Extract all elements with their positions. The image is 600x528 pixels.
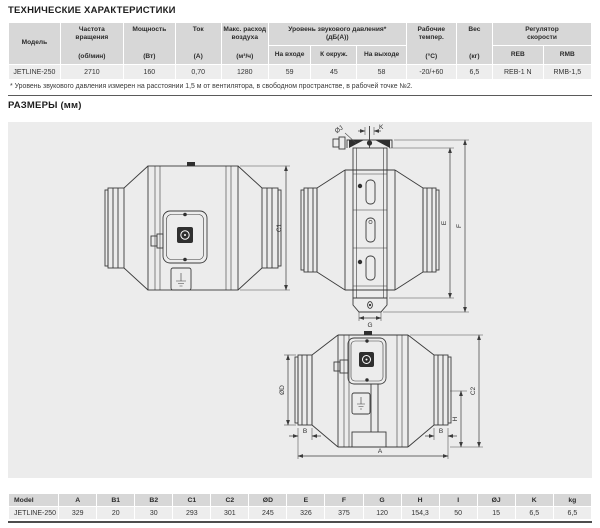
dims-col-header: H [401, 494, 439, 507]
dimensions-table [8, 493, 592, 520]
tech-group-regulator: Регулятор скорости [493, 23, 592, 46]
cable-gland-bottom [334, 360, 348, 373]
tech-cell-temp: -20/+60 [406, 65, 456, 80]
tech-cell-weight: 6,5 [456, 65, 492, 80]
dim-c1 [240, 166, 290, 290]
dims-cell: 6,5 [553, 507, 591, 520]
section-divider [8, 95, 592, 96]
dim-a [298, 440, 448, 459]
dim-f [383, 140, 469, 312]
drawing-side-view-left [105, 162, 290, 290]
dims-col-header: ØJ [477, 494, 515, 507]
tech-col-temp: Рабочие темпер. (°С) [406, 23, 456, 65]
dim-label-c2: C2 [470, 386, 477, 396]
dims-cell: 15 [477, 507, 515, 520]
dims-col-header: B1 [97, 494, 135, 507]
tech-sub-outlet: На выходе [357, 46, 406, 65]
tech-sub-rmb: RMB [543, 46, 591, 65]
tech-cell-airflow: 1280 [221, 65, 268, 80]
dimension-drawings [8, 122, 592, 478]
cable-gland-front [333, 137, 345, 149]
dims-col-header: A [59, 494, 97, 507]
tech-cell-power: 160 [123, 65, 175, 80]
tech-cell-noise-outlet: 58 [357, 65, 406, 80]
dims-cell: 30 [135, 507, 173, 520]
clamp-screw [367, 140, 372, 145]
dims-cell: 20 [97, 507, 135, 520]
tech-specs-table [8, 22, 592, 80]
dims-col-header: I [439, 494, 477, 507]
dim-od [279, 355, 296, 425]
dims-col-header: ØD [249, 494, 287, 507]
dim-label-e: E [441, 220, 448, 226]
dims-cell: 154,3 [401, 507, 439, 520]
tech-group-noise: Уровень звукового давления* (дБ(А)) [268, 23, 406, 46]
switch-box-bottom [352, 393, 370, 414]
dims-col-header: G [363, 494, 401, 507]
dim-label-a: A [377, 448, 383, 455]
dims-col-header: C2 [211, 494, 249, 507]
top-nub [187, 162, 195, 166]
dim-b-right [425, 428, 457, 440]
dim-label-f: F [456, 224, 463, 228]
switch-box [171, 268, 191, 290]
dims-col-header: kg [553, 494, 591, 507]
foot-bottom [352, 432, 386, 447]
dim-b-left [289, 428, 321, 440]
tech-cell-noise-ambient: 45 [311, 65, 357, 80]
dims-cell: 293 [173, 507, 211, 520]
tech-cell-rmb: RMB-1,5 [543, 65, 591, 80]
tech-col-weight: Вес (кг) [456, 23, 492, 65]
tech-col-speed: Частота вращения (об/мин) [60, 23, 123, 65]
mounting-foot [353, 298, 387, 312]
dim-label-od: ØD [279, 385, 286, 395]
tech-cell-model: JETLINE-250 [9, 65, 61, 80]
dim-label-oj: ØJ [333, 124, 345, 136]
drawings-panel [8, 122, 592, 478]
dims-data-row [9, 507, 592, 520]
dim-label-b-left: B [302, 428, 308, 435]
tech-col-current: Ток (А) [175, 23, 221, 65]
tech-cell-speed: 2710 [60, 65, 123, 80]
dims-col-header: C1 [173, 494, 211, 507]
dims-cell: 50 [439, 507, 477, 520]
dim-e [389, 148, 454, 298]
drawing-front-view [301, 124, 469, 329]
tech-data-row [9, 65, 592, 80]
dim-label-h: H [452, 416, 459, 422]
dim-k [358, 124, 384, 135]
tech-col-power: Мощность (Вт) [123, 23, 175, 65]
clamp-plate [353, 148, 387, 298]
dim-c2 [410, 335, 483, 447]
tech-sub-ambient: К окруж. [311, 46, 357, 65]
tech-col-model: Модель [9, 23, 61, 65]
tech-sub-reb: REB [493, 46, 544, 65]
tech-cell-noise-inlet: 59 [268, 65, 311, 80]
tech-cell-reb: REB-1 N [493, 65, 544, 80]
dims-cell: JETLINE-250 [9, 507, 59, 520]
dims-col-header: Model [9, 494, 59, 507]
dim-label-k: K [379, 124, 384, 131]
mounting-bracket-top [347, 126, 392, 148]
dims-cell: 329 [59, 507, 97, 520]
cable-gland [151, 234, 163, 248]
dims-col-header: F [325, 494, 363, 507]
dims-cell: 6,5 [515, 507, 553, 520]
dim-g [359, 312, 381, 329]
page-bottom-rule [8, 521, 592, 523]
tech-sub-inlet: На входе [268, 46, 311, 65]
dims-section-title: РАЗМЕРЫ (мм) [8, 100, 82, 111]
dims-header-row [9, 494, 592, 507]
tech-col-airflow: Макс. расход воздуха (м³/ч) [221, 23, 268, 65]
tech-cell-current: 0,70 [175, 65, 221, 80]
dims-col-header: K [515, 494, 553, 507]
dim-label-b-right: B [438, 428, 444, 435]
dim-label-g: G [367, 322, 373, 329]
junction-box [163, 211, 207, 263]
dims-cell: 301 [211, 507, 249, 520]
dim-label-c1: C1 [276, 223, 283, 233]
dim-h [450, 391, 467, 447]
noise-footnote: * Уровень звукового давления измерен на расстоянии 1,5 м от вентилятора, в свободном пространстве, в рабочей точке №2. [10, 83, 413, 90]
drawing-side-view-bottom [279, 331, 483, 459]
dims-col-header: E [287, 494, 325, 507]
dims-cell: 245 [249, 507, 287, 520]
dims-cell: 326 [287, 507, 325, 520]
dims-col-header: B2 [135, 494, 173, 507]
dims-cell: 375 [325, 507, 363, 520]
junction-box-bottom [348, 338, 386, 384]
tech-section-title: ТЕХНИЧЕСКИЕ ХАРАКТЕРИСТИКИ [8, 5, 176, 16]
dims-cell: 120 [363, 507, 401, 520]
